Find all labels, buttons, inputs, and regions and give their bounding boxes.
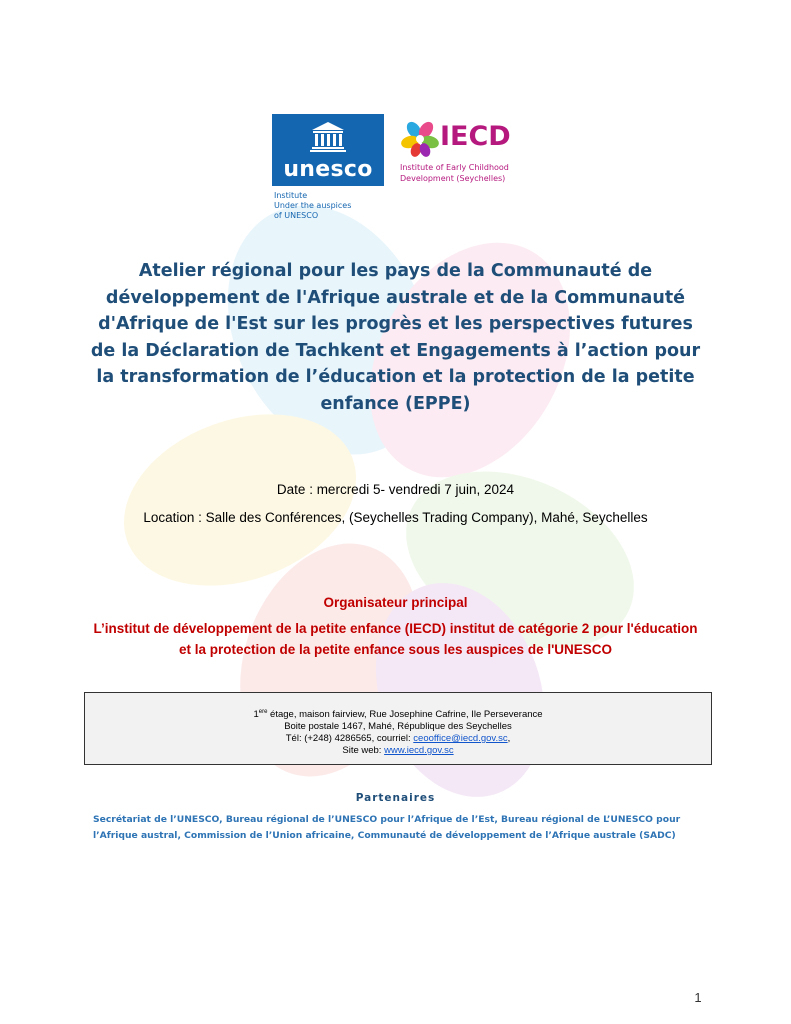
organiser-description: L’institut de développement de la petite enfance (IECD) institut de catégorie 2 pour l'éducation et la protection de la petite enfance sous les auspices de l'UNESCO (93, 621, 698, 657)
iecd-logo (398, 116, 528, 188)
contact-postal-line: Boite postale 1467, Mahé, République des Seychelles (284, 721, 512, 732)
unesco-logo (272, 114, 384, 226)
unesco-logo-subtitle: Institute Under the auspices of UNESCO (274, 191, 352, 220)
email-link[interactable]: ceooffice@iecd.gov.sc (413, 733, 508, 744)
event-date: Date : mercredi 5- vendredi 7 juin, 2024 (276, 482, 515, 497)
contact-address-line: 1ere étage, maison fairview, Rue Josephine Cafrine, Ile Perseverance (253, 708, 543, 720)
iecd-wordmark: IECD (440, 121, 511, 152)
page-number: 1 (694, 990, 702, 1005)
website-link[interactable]: www.iecd.gov.sc (384, 745, 454, 756)
contact-web-line: Site web: www.iecd.gov.sc (342, 745, 454, 756)
event-location: Location : Salle des Conférences, (Seychelles Trading Company), Mahé, Seychelles (143, 510, 648, 525)
iecd-flower-icon (400, 118, 440, 158)
unesco-wordmark: unesco (283, 157, 373, 182)
partners-heading: Partenaires (355, 792, 436, 804)
temple-icon (272, 114, 384, 158)
organiser-heading: Organisateur principal (323, 595, 468, 610)
unesco-logo-box (272, 114, 384, 186)
contact-phone-line: Tél: (+248) 4286565, courriel: ceooffice@iecd.gov.sc, (285, 733, 511, 744)
partners-list: Secrétariat de l’UNESCO, Bureau régional de l’UNESCO pour l’Afrique de l’Est, Bureau régional de L’UNESCO pour l’Afrique austral, Commission de l’Union africaine, Communauté de développement de l’Afrique australe (SADC) (93, 814, 681, 841)
document-title: Atelier régional pour les pays de la Communauté de développement de l'Afrique australe et de la Communauté d'Afrique de l'Est sur les progrès et les perspectives futures de la Déclaration de Tachkent et Engagements à l’action pour la transformation de l’éducation et la protection de la petite enfance (EPPE) (90, 261, 701, 414)
iecd-logo-subtitle: Institute of Early Childhood Development (Seychelles) (400, 163, 509, 183)
contact-box (84, 692, 712, 765)
